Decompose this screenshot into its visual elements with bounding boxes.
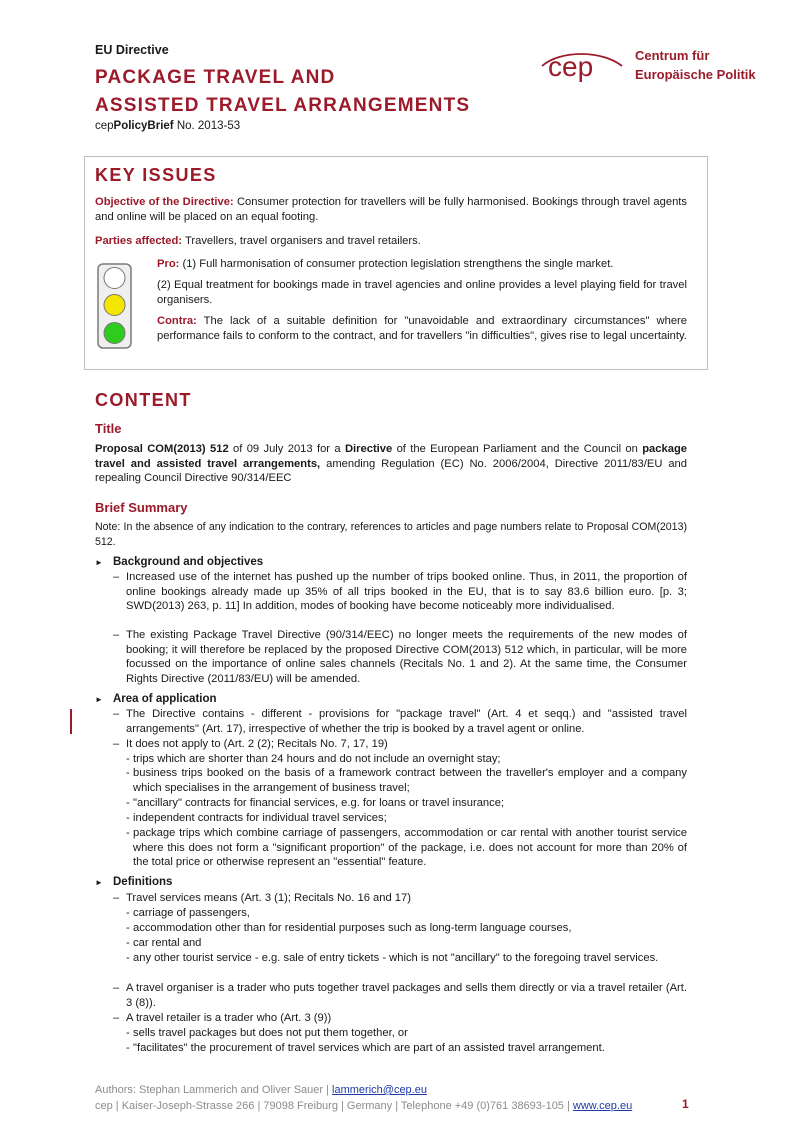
contra-paragraph [157,314,687,343]
area-sub-5: - package trips which combine carriage of passengers, accommodation or car rental with another tourist service where this does not form a "significant proportion" of the package, i.e. does not account for more than 20% of the total price or otherwise represent an "essential" feature. [126,827,687,868]
page-number: 1 [682,1097,689,1111]
area-sub-5-text: package trips which combine carriage of passengers, accommodation or car rental with another tourist service where this does not form a "significant proportion" of the package, i.e. does not account for more than 20% of the total price or otherwise represent an "essential" feature. [133,827,687,868]
logo-mark-text: cep [548,51,594,82]
area-item-1: – The Directive contains - different - provisions for "package travel" (Art. 4 et seqq.) and "assisted travel arrangements" (Art. 17), irrespective of whether the trip is booked by a travel agent or online. [113,708,687,735]
area-sub-3: - "ancillary" contracts for financial services, e.g. for loans or travel insurance; [126,796,687,811]
title-heading: Title [95,421,122,436]
area-sub-2: - business trips booked on the basis of a framework contract between the traveller's employer and a company which specialises in the arrangement of business travel; [126,767,687,794]
title-text-1: of 09 July 2013 for a [228,443,345,455]
definitions-sub-5: - sells travel packages but does not put them together, or [126,1026,687,1041]
area-item-2-text: It does not apply to (Art. 2 (2); Recitals No. 7, 17, 19) [126,738,388,750]
key-issues-box [84,156,708,370]
brief-bold: PolicyBrief [113,120,174,132]
pro-text-1: (1) Full harmonisation of consumer protection legislation strengthens the single market. [179,258,614,270]
definitions-sub-4-text: any other tourist service - e.g. sale of entry tickets - which is not "ancillary" to the foregoing travel services. [133,952,659,964]
objective-paragraph [95,195,687,224]
key-issues-title: KEY ISSUES [95,165,217,185]
area-heading-text: Area of application [113,693,217,705]
policy-brief-number [95,120,240,132]
background-item-1: – Increased use of the internet has pushed up the number of trips booked online. Thus, in 2011, the proportion of online bookings already made up 35% of all trips booked in the EU, that is to say 83.6 billion euro. [p. 3; SWD(2013) 263, p. 11] In addition, modes of booking have become noticeably more individualised. [113,571,687,612]
definitions-sub-3: - car rental and [126,936,687,951]
title-bold-1: Proposal COM(2013) 512 [95,443,229,455]
footer-authors: Authors: Stephan Lammerich and Oliver Sauer | [95,1084,333,1096]
doc-kicker: EU Directive [95,43,169,57]
website-link[interactable]: www.cep.eu [572,1100,633,1112]
page-footer [95,1082,632,1114]
parties-text: Travellers, travel organisers and travel retailers. [182,235,421,247]
definitions-sub-3-text: car rental and [133,937,202,949]
title-text-2: of the European Parliament and the Council on [392,443,643,455]
definitions-heading [95,876,172,888]
footer-authors-line [95,1082,632,1098]
doc-title-line2: ASSISTED TRAVEL ARRANGEMENTS [95,95,471,116]
definitions-item-1-text: Travel services means (Art. 3 (1); Recitals No. 16 and 17) [126,892,411,904]
brief-summary-heading: Brief Summary [95,500,188,515]
traffic-light-icon [97,263,132,349]
definitions-item-2: – A travel organiser is a trader who puts together travel packages and sells them directly or via a travel retailer (Art. 3 (8)). [113,982,687,1009]
title-bold-3: package travel and assisted travel arrangements, [95,443,687,470]
objective-text: Consumer protection for travellers will be fully harmonised. Bookings through travel agents and online will be placed on an equal footing. [95,196,687,223]
parties-label: Parties affected: [95,235,183,247]
definitions-sub-6: - "facilitates" the procurement of travel services which are part of an assisted travel arrangement. [126,1041,687,1056]
definitions-item-3-text: A travel retailer is a trader who (Art. 3 (9)) [126,1012,332,1024]
background-heading [95,556,263,568]
brief-prefix: cep [95,120,114,132]
background-heading-text: Background and objectives [113,556,264,568]
margin-marker [70,709,72,734]
objective-label: Objective of the Directive: [95,196,234,208]
area-sub-3-text: "ancillary" contracts for financial services, e.g. for loans or travel insurance; [133,797,505,809]
area-item-2: – It does not apply to (Art. 2 (2); Recitals No. 7, 17, 19) [113,737,687,752]
triangle-bullet-icon: ► [95,878,103,887]
title-text-3: amending Regulation (EC) No. 2006/2004, Directive 2011/83/EU and repealing Council Directive 90/314/EEC [95,457,687,484]
triangle-bullet-icon: ► [95,558,103,567]
doc-title [95,64,470,120]
definitions-sub-5-text: sells travel packages but does not put them together, or [133,1027,408,1039]
cep-logo [540,42,770,92]
contra-text: The lack of a suitable definition for "unavoidable and extraordinary circumstances" where performance fails to conform to the contract, and for travellers "in difficulties", gives rise to legal uncertainty. [157,315,687,342]
background-item-1-text: Increased use of the internet has pushed up the number of trips booked online. Thus, in 2011, the proportion of online bookings already made up 35% of all trips booked in the EU, that is to say 83.6 billion euro. [p. 3; SWD(2013) 263, p. 11] In addition, modes of booking have become noticeably more individualised. [126,571,687,612]
definitions-sub-4: - any other tourist service - e.g. sale of entry tickets - which is not "ancillary" to the foregoing travel services. [126,951,687,966]
definitions-item-1: – Travel services means (Art. 3 (1); Recitals No. 16 and 17) [113,891,687,906]
area-sub-4-text: independent contracts for individual travel services; [133,812,387,824]
doc-title-line1: PACKAGE TRAVEL AND [95,67,336,88]
pro-paragraph-1 [157,257,687,272]
area-sub-1: - trips which are shorter than 24 hours and do not include an overnight stay; [126,752,687,767]
area-sub-1-text: trips which are shorter than 24 hours and do not include an overnight stay; [133,753,501,765]
logo-name-line1: Centrum für [635,48,710,63]
contra-label: Contra: [157,315,197,327]
pro-label: Pro: [157,258,180,270]
footer-address-line [95,1098,632,1114]
definitions-sub-1: - carriage of passengers, [126,906,687,921]
triangle-bullet-icon: ► [95,695,103,704]
background-item-2: – The existing Package Travel Directive (90/314/EEC) no longer meets the requirements of the new modes of booking; it will therefore be replaced by the proposed Directive COM(2013) 512 which, in particular, will be more focussed on the importance of online sales channels (Recitals No. 1 and 2). At the same time, the Consumer Rights Directive (2011/83/EU) will be amended. [113,629,687,685]
summary-note: Note: In the absence of any indication to the contrary, references to articles and page numbers relate to Proposal COM(2013) 512. [95,521,687,548]
definitions-item-2-text: A travel organiser is a trader who puts together travel packages and sells them directly or via a travel retailer (Art. 3 (8)). [126,982,687,1009]
title-paragraph [95,442,687,486]
cep-logo-mark-icon [540,42,625,92]
title-bold-2: Directive [344,443,393,455]
pro-paragraph-2: (2) Equal treatment for bookings made in travel agencies and online provides a level playing field for travel organisers. [157,279,687,306]
definitions-sub-2: - accommodation other than for residential purposes such as long-term language courses, [126,921,687,936]
definitions-item-3: – A travel retailer is a trader who (Art. 3 (9)) [113,1011,687,1026]
content-title: CONTENT [95,390,192,410]
definitions-sub-1-text: carriage of passengers, [133,907,250,919]
logo-org-name [635,46,756,84]
parties-paragraph [95,234,687,249]
background-item-2-text: The existing Package Travel Directive (90/314/EEC) no longer meets the requirements of the new modes of booking; it will therefore be replaced by the proposed Directive COM(2013) 512 which, in particular, will be more focussed on the importance of online sales channels (Recitals No. 1 and 2). At the same time, the Consumer Rights Directive (2011/83/EU) will be amended. [126,629,687,685]
area-sub-4: - independent contracts for individual travel services; [126,811,687,826]
author-email-link[interactable]: lammerich@cep.eu [332,1084,427,1096]
footer-address: cep | Kaiser-Joseph-Strasse 266 | 79098 Freiburg | Germany | Telephone +49 (0)761 38693-105 | [95,1100,573,1112]
definitions-heading-text: Definitions [113,876,173,888]
logo-name-line2: Europäische Politik [635,67,756,82]
area-sub-2-text: business trips booked on the basis of a framework contract between the traveller's employer and a company which specialises in the arrangement of business travel; [133,767,687,794]
brief-number: No. 2013-53 [173,120,241,132]
definitions-sub-2-text: accommodation other than for residential purposes such as long-term language courses, [133,922,572,934]
area-item-1-text: The Directive contains - different - provisions for "package travel" (Art. 4 et seqq.) and "assisted travel arrangements" (Art. 17), irrespective of whether the trip is booked by a travel agent or online. [126,708,687,735]
definitions-sub-6-text: "facilitates" the procurement of travel services which are part of an assisted travel arrangement. [133,1042,605,1054]
area-heading [95,693,217,705]
